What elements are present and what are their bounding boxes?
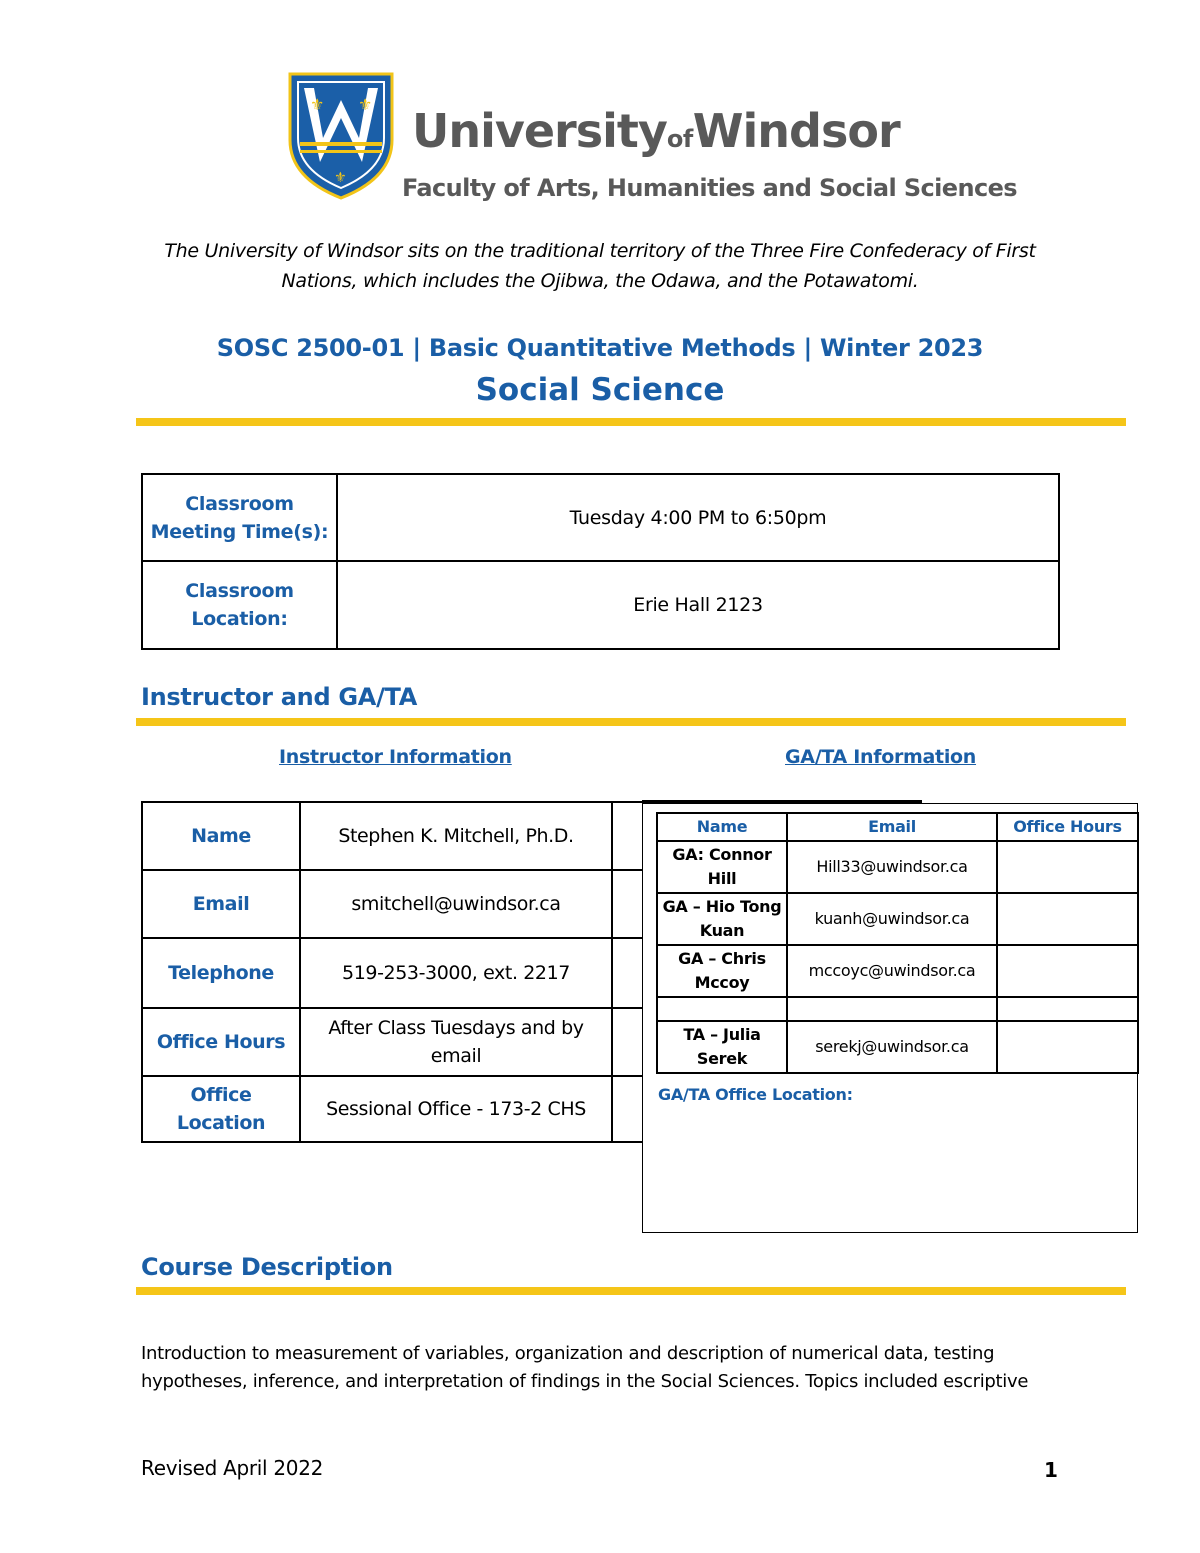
table-cell-empty (612, 938, 643, 1008)
instructor-row-label: Office Location (142, 1076, 300, 1142)
ga-table (656, 812, 1139, 1074)
land-acknowledgement: The University of Windsor sits on the traditional territory of the Three Fire Confederacy of First Nations, which includes the Ojibwa, the Odawa, and the Potawatomi. (164, 240, 1036, 292)
ga-name: TA – Julia Serek (657, 1021, 787, 1073)
table-row (142, 1008, 643, 1076)
svg-text:⚜: ⚜ (334, 170, 347, 186)
ga-office-hours (997, 841, 1138, 893)
ga-email (787, 997, 997, 1021)
instructor-row-value: After Class Tuesdays and by email (300, 1008, 612, 1076)
meeting-location-value: Erie Hall 2123 (337, 561, 1059, 649)
table-header-row (657, 813, 1138, 841)
ga-office-hours (997, 945, 1138, 997)
ga-email: mccoyc@uwindsor.ca (787, 945, 997, 997)
instructor-row-value: 519-253-3000, ext. 2217 (300, 938, 612, 1008)
table-row (657, 945, 1138, 997)
ga-header-email: Email (787, 813, 997, 841)
course-subtitle: Social Science (475, 372, 725, 408)
meeting-time-label: Classroom Meeting Time(s): (142, 474, 337, 561)
instructor-row-value: smitchell@uwindsor.ca (300, 870, 612, 938)
ga-office-hours (997, 1021, 1138, 1073)
svg-text:⚜: ⚜ (310, 95, 325, 114)
instructor-row-label: Email (142, 870, 300, 938)
instructor-row-value: Stephen K. Mitchell, Ph.D. (300, 802, 612, 870)
table-row (142, 870, 643, 938)
page-number: 1 (1044, 1458, 1058, 1482)
ga-name: GA – Chris Mccoy (657, 945, 787, 997)
ga-name (657, 997, 787, 1021)
course-title: SOSC 2500-01 | Basic Quantitative Methods | Winter 2023 (216, 334, 984, 362)
gold-divider (136, 718, 1126, 726)
logo-word-university: University (412, 104, 667, 158)
instructor-row-value: Sessional Office - 173-2 CHS (300, 1076, 612, 1142)
ga-header-office-hours: Office Hours (997, 813, 1138, 841)
table-row (142, 938, 643, 1008)
ga-email: Hill33@uwindsor.ca (787, 841, 997, 893)
faculty-name: Faculty of Arts, Humanities and Social Sciences (402, 174, 1017, 202)
ga-name: GA – Hio Tong Kuan (657, 893, 787, 945)
table-cell-empty (612, 1008, 643, 1076)
table-row (657, 1021, 1138, 1073)
table-row (142, 474, 1059, 561)
gold-divider (136, 1287, 1126, 1295)
ga-email: kuanh@uwindsor.ca (787, 893, 997, 945)
table-row (657, 997, 1138, 1021)
table-row (657, 841, 1138, 893)
table-row (657, 893, 1138, 945)
instructor-row-label: Office Hours (142, 1008, 300, 1076)
table-row (142, 561, 1059, 649)
logo-word-windsor: Windsor (692, 104, 900, 158)
ga-name: GA: Connor Hill (657, 841, 787, 893)
ga-office-hours (997, 997, 1138, 1021)
instructor-section-heading: Instructor and GA/TA (141, 683, 418, 711)
meeting-location-label: Classroom Location: (142, 561, 337, 649)
table-cell-empty (612, 802, 643, 870)
course-description-heading: Course Description (141, 1253, 393, 1281)
ga-office-location-label: GA/TA Office Location: (658, 1085, 853, 1104)
ga-office-hours (997, 893, 1138, 945)
gold-divider (136, 418, 1126, 426)
meeting-time-value: Tuesday 4:00 PM to 6:50pm (337, 474, 1059, 561)
university-wordmark (412, 104, 900, 158)
ga-email: serekj@uwindsor.ca (787, 1021, 997, 1073)
ga-header-name: Name (657, 813, 787, 841)
university-shield-logo (286, 70, 396, 200)
table-cell-empty (612, 870, 643, 938)
meeting-table (141, 473, 1060, 650)
instructor-row-label: Telephone (142, 938, 300, 1008)
logo-word-of: of (666, 125, 693, 153)
table-row (142, 802, 643, 870)
svg-text:⚜: ⚜ (358, 95, 373, 114)
instructor-table (141, 801, 643, 1143)
instructor-info-heading: Instructor Information (279, 746, 512, 768)
instructor-row-label: Name (142, 802, 300, 870)
table-row (142, 1076, 643, 1142)
revised-date: Revised April 2022 (141, 1456, 324, 1480)
ga-info-heading: GA/TA Information (785, 746, 977, 768)
table-cell-empty (612, 1076, 643, 1142)
course-description-text: Introduction to measurement of variables, organization and description of numerical data, testing hypotheses, inference, and interpretation of findings in the Social Sciences. Topics included escriptive (141, 1343, 1029, 1392)
